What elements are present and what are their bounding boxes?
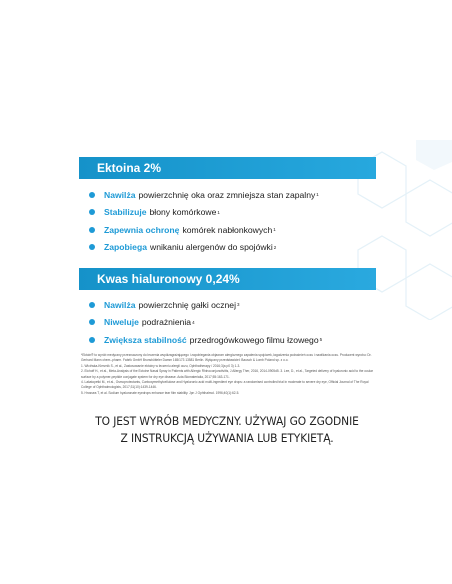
section-banner-ektoina (79, 157, 376, 179)
item-text: powierzchnię oka oraz zmniejsza stan zapalny (138, 189, 316, 200)
footnote-ref: 5 (319, 337, 323, 343)
footnote-text: 2. Eichoff H., et al., Meta-Analysis of the Ectoine Nasal Spray in Patients with Allergic Rhinoconjunctivitis, J Allergy Ther, 2016, 2014-0905d5. 3. Lee, D., et al., Targeted delivery of hyaluronic acid to the ocular surface by a polymer-peptide conjugate system for dry eye disease. Acta Biomaterialia, 2017;55:163-171. (81, 369, 373, 379)
footnote-text: 1. Wicińska-Kierznik S., et al., Zastosowanie ektoiny w leczeniu alergii oczu, Ophthatherapy / 2016;3(a p0 3) 1-3. (81, 363, 241, 368)
bullet-icon (89, 192, 95, 198)
section-banner-hyaluronic (79, 268, 376, 290)
item-text: błony komórkowe (149, 207, 217, 218)
highlight-text: Nawilża (104, 189, 136, 200)
list-item (89, 331, 322, 349)
bullet-icon (89, 319, 95, 325)
section-title: Ektoina 2% (97, 161, 162, 175)
footnote-text: 4. Lakatopetki M., et al., Osmoprotectants, Carboxymethylcellulose and Hyaluronic acid multi-ingredient eye drops: a randomised controlled trial in moderate to severe dry eye, Official Journal of The Royal College of Ophthalmologists, 2017;31(10):1439-1446. (81, 380, 369, 390)
benefits-list-hyaluronic (89, 296, 322, 349)
list-item (89, 239, 319, 257)
highlight-text: Zapobiega (104, 242, 147, 253)
footnote-text: *Ektoin® to wyrób medyczny przeznaczony do leczenia współzagrażającego i zapobiegania objawom alergicznego zapalenia spojówek, łagodzenia podrażnień oczu i nawilżania oczu. Producent wyrobu: Dr. Gerhard Mann chem.-pharm. Fabrik GmbH Brunsbütteler Damm 165/173 13581 Berlin. Wyłączny przedstawiciel: Bausch & Lomb Poland sp. z o.o. (81, 353, 372, 363)
footnote-ref: 3 (236, 302, 240, 308)
list-item (89, 296, 322, 314)
list-item (89, 314, 322, 332)
footnote-ref: 1 (273, 227, 276, 233)
list-item (89, 221, 319, 239)
bullet-icon (89, 244, 95, 250)
item-text: powierzchnię gałki ocznej (138, 299, 236, 310)
item-text: podrażnienia (141, 317, 192, 328)
item-text: przedrogówkowego filmu łzowego (189, 334, 319, 345)
footnote-ref: 1 (217, 209, 220, 215)
medical-device-warning (94, 413, 361, 447)
item-text: komórek nabłonkowych (182, 224, 273, 235)
highlight-text: Nawilża (104, 299, 136, 310)
footnotes (81, 353, 376, 396)
bullet-icon (89, 302, 95, 308)
item-text: wnikaniu alergenów do spojówki (149, 242, 273, 253)
section-title: Kwas hialuronowy 0,24% (97, 272, 240, 286)
footnote-ref: 2 (273, 244, 277, 250)
highlight-text: Zwiększa stabilność (104, 334, 187, 345)
highlight-text: Stabilizuje (104, 207, 147, 218)
list-item (89, 204, 319, 222)
list-item (89, 186, 319, 204)
benefits-list-ektoina (89, 186, 319, 256)
bullet-icon (89, 337, 95, 343)
footnote-ref: 4 (192, 319, 195, 325)
warning-line: Z INSTRUKCJĄ UŻYWANIA LUB ETYKIETĄ. (120, 431, 334, 445)
highlight-text: Niweluje (104, 317, 139, 328)
footnote-ref: 1 (316, 192, 319, 198)
bullet-icon (89, 209, 95, 215)
bullet-icon (89, 227, 95, 233)
footnote-text: 5. Hrossea T, et al. Sodium hyaluronate eyedrops enhance tear film stability. Jpn J Ophthalmol. 1996;40(1):62-5. (81, 390, 240, 395)
warning-line: TO JEST WYRÓB MEDYCZNY. UŻYWAJ GO ZGODNIE (95, 414, 359, 428)
highlight-text: Zapewnia ochronę (104, 224, 180, 235)
